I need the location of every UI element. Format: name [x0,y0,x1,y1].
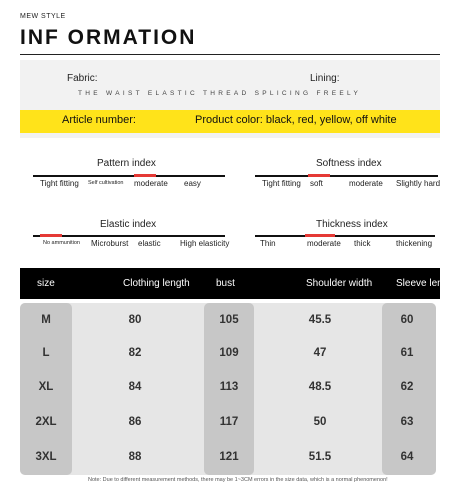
title-divider [20,54,440,55]
elastic-index-marker [40,234,62,237]
elastic-label-1: No ammunition [43,240,80,246]
pattern-label-4: easy [184,179,201,188]
article-number-label: Article number: [62,114,136,126]
table-cell: 47 [313,347,327,359]
table-cell: 88 [128,451,142,463]
table-cell: 48.5 [308,381,332,393]
brand-name: MEW STYLE [20,13,66,20]
table-cell: 84 [128,381,142,393]
pattern-index-marker [134,174,156,177]
table-cell: XL [38,381,54,393]
table-cell: 51.5 [308,451,332,463]
elastic-label-3: elastic [138,239,161,248]
pattern-index-title: Pattern index [97,158,156,169]
table-cell: 63 [400,416,414,428]
thickness-label-3: thick [354,239,371,248]
softness-label-1: Tight fitting [262,179,301,188]
table-cell: 2XL [35,416,57,428]
softness-label-2: soft [310,179,323,188]
table-cell: 62 [400,381,414,393]
table-cell: 50 [313,416,327,428]
table-cell: 117 [219,416,239,428]
thickness-index-scale [255,235,435,237]
measurement-note: Note: Due to different measurement methods, there may be 1~3CM errors in the size data, which is a normal phenomenon! [88,477,388,483]
header-clothing-length: Clothing length [123,278,190,289]
table-cell: 60 [400,314,414,326]
table-cell: 3XL [35,451,57,463]
table-cell: M [41,314,51,326]
thickness-label-2: moderate [307,239,341,248]
thickness-index-marker [305,234,335,237]
header-shoulder-width: Shoulder width [306,278,373,289]
table-cell: 86 [128,416,142,428]
table-cell: 105 [219,314,239,326]
elastic-index-title: Elastic index [100,219,157,230]
header-bust: bust [216,278,235,289]
page-title: INF ORMATION [20,26,197,49]
product-color-text: Product color: black, red, yellow, off white [195,114,397,126]
softness-label-3: moderate [349,179,383,188]
pattern-label-1: Tight fitting [40,179,79,188]
header-sleeve-clip [394,268,457,299]
pattern-label-3: moderate [134,179,168,188]
header-size: size [37,278,55,289]
waist-description: THE WAIST ELASTIC THREAD SPLICING FREELY [78,90,362,97]
table-cell: 109 [219,347,239,359]
thickness-label-1: Thin [260,239,276,248]
thickness-label-4: thickening [396,239,433,248]
softness-index-marker [308,174,330,177]
table-cell: 80 [128,314,142,326]
lining-label: Lining: [310,73,340,84]
table-cell: L [42,347,50,359]
elastic-label-4: High elasticity [180,239,230,248]
table-cell: 61 [400,347,414,359]
softness-label-4: Slightly hard [396,179,441,188]
table-cell: 45.5 [308,314,332,326]
softness-index-scale [255,175,438,177]
pattern-label-2: Self cultivation [88,180,124,186]
pattern-index-scale [33,175,225,177]
table-cell: 64 [400,451,414,463]
header-sleeve-length: Sleeve length [396,278,457,289]
table-cell: 82 [128,347,142,359]
softness-index-title: Softness index [316,158,382,169]
table-cell: 121 [219,451,239,463]
fabric-label: Fabric: [67,73,98,84]
thickness-index-title: Thickness index [316,219,388,230]
table-cell: 113 [219,381,239,393]
elastic-label-2: Microburst [91,239,129,248]
